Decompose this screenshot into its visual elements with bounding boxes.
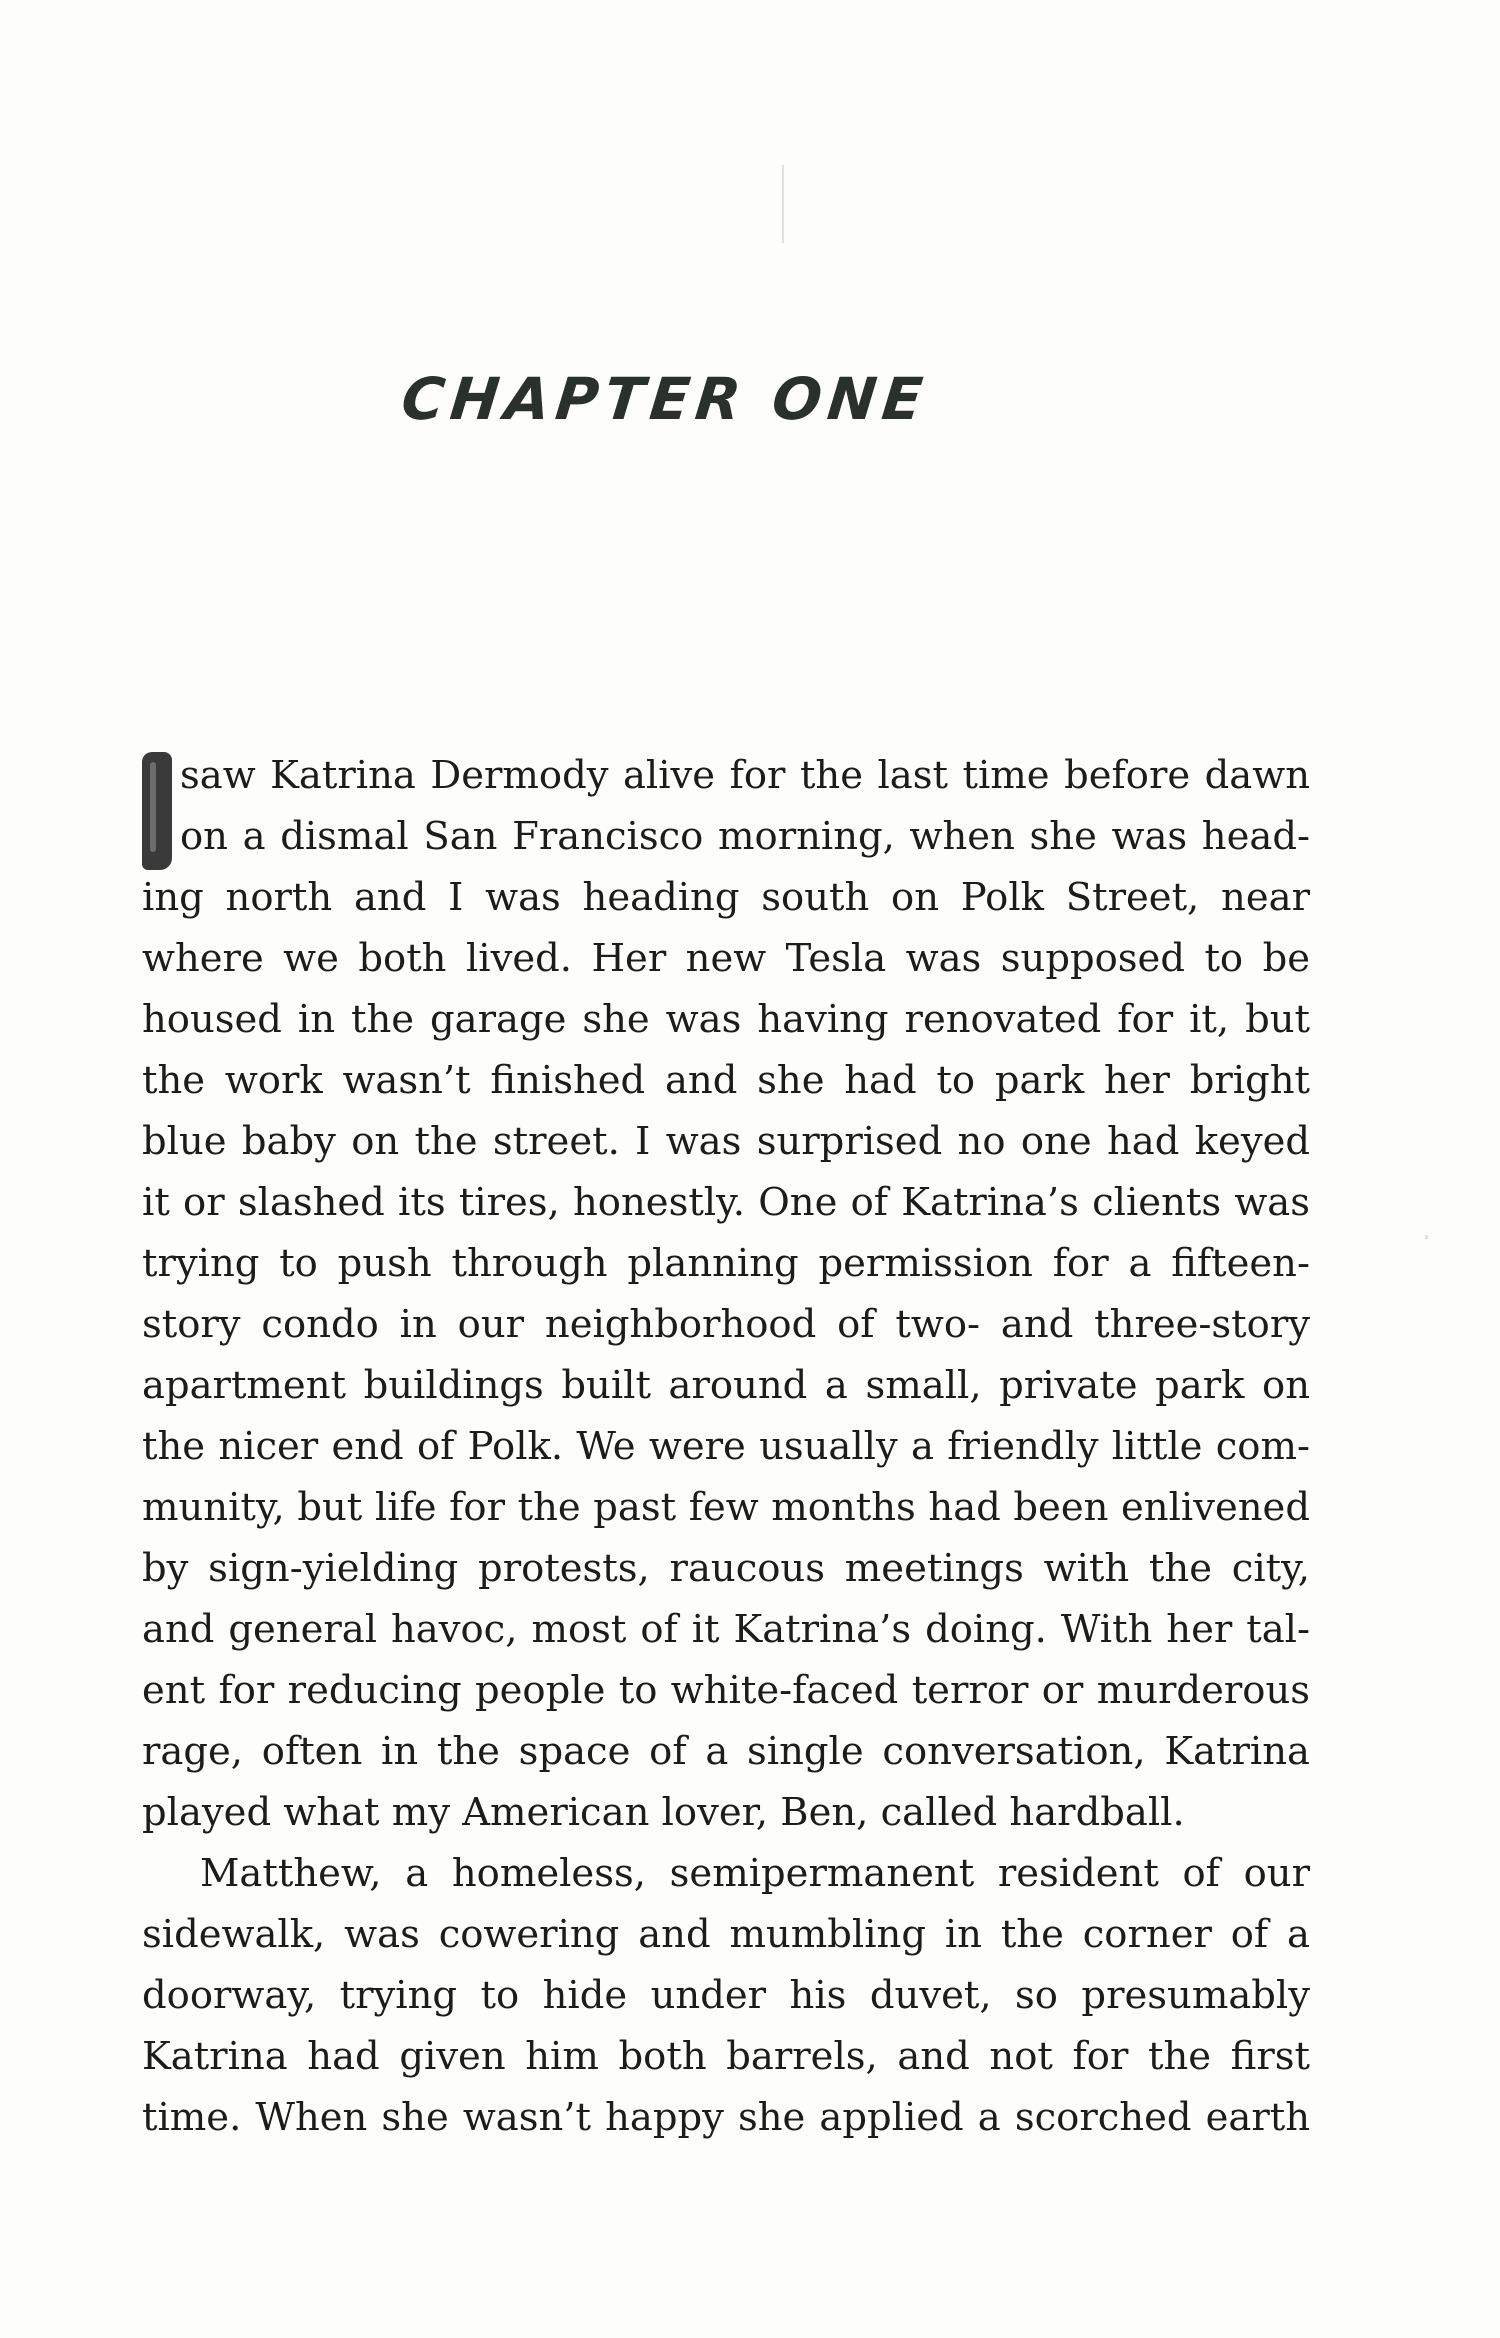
text-line: ent for reducing people to white-faced terror or murderous — [142, 1668, 1310, 1713]
text-line: on a dismal San Francisco morning, when she was head- — [180, 814, 1310, 859]
text-line: story condo in our neighborhood of two- and three-story — [142, 1302, 1310, 1347]
text-line: by sign-yielding protests, raucous meetings with the city, — [142, 1546, 1310, 1591]
text-line: time. When she wasn’t happy she applied a scorched earth — [142, 2095, 1310, 2140]
text-line: munity, but life for the past few months had been enlivened — [142, 1485, 1310, 1530]
body-text — [142, 745, 1310, 2148]
text-line: apartment buildings built around a small, private park on — [142, 1363, 1310, 1408]
scan-mark-top — [782, 165, 784, 243]
chapter-title: CHAPTER ONE — [398, 365, 932, 433]
text-line: saw Katrina Dermody alive for the last time before dawn — [180, 753, 1310, 798]
text-line: doorway, trying to hide under his duvet, so presumably — [142, 1973, 1310, 2018]
text-line: trying to push through planning permission for a fifteen- — [142, 1241, 1310, 1286]
text-line: the work wasn’t finished and she had to park her bright — [142, 1058, 1310, 1103]
text-line: blue baby on the street. I was surprised no one had keyed — [142, 1119, 1310, 1164]
text-line: where we both lived. Her new Tesla was supposed to be — [142, 936, 1310, 981]
text-line: it or slashed its tires, honestly. One of Katrina’s clients was — [142, 1180, 1310, 1225]
scan-mark-right — [1425, 1235, 1428, 1239]
text-line: housed in the garage she was having renovated for it, but — [142, 997, 1310, 1042]
text-line: Katrina had given him both barrels, and not for the first — [142, 2034, 1310, 2079]
text-line: and general havoc, most of it Katrina’s doing. With her tal- — [142, 1607, 1310, 1652]
text-line: played what my American lover, Ben, called hardball. — [142, 1790, 1185, 1835]
text-line: rage, often in the space of a single conversation, Katrina — [142, 1729, 1310, 1774]
text-line: Matthew, a homeless, semipermanent resident of our — [200, 1851, 1310, 1896]
text-line: the nicer end of Polk. We were usually a friendly little com- — [142, 1424, 1310, 1469]
text-line: sidewalk, was cowering and mumbling in the corner of a — [142, 1912, 1310, 1957]
text-line: ing north and I was heading south on Polk Street, near — [142, 875, 1310, 920]
